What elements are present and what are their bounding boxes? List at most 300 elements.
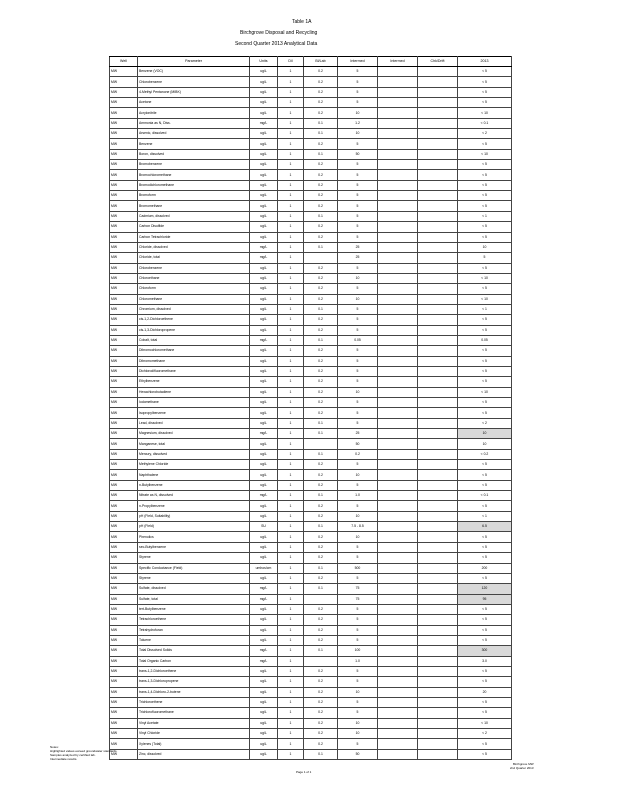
chk-drift-cell [418,439,458,449]
chk-drift-cell [418,108,458,118]
parameter-cell: cis-1,3-Dichloropropene [138,325,250,335]
dil-cell: 1 [278,98,304,108]
note-3: Intermediate results. [50,757,78,761]
dil-cell: 1 [278,356,304,366]
dil-cell: 1 [278,67,304,77]
intermed-cell: 1.0 [338,491,378,501]
intermed-cell: 5 [338,304,378,314]
bl-lab-cell: 0.2 [304,708,338,718]
dil-cell: 1 [278,656,304,666]
well-cell: MW [110,687,138,697]
units-cell: SU [250,522,278,532]
parameter-cell: Naphthalene [138,470,250,480]
result-2013-cell: 120 [458,584,512,594]
result-2013-cell: < 5 [458,191,512,201]
units-cell: ug/L [250,273,278,283]
chk-drift-cell [418,718,458,728]
parameter-cell: 4-Methyl Pentanone (MIBK) [138,87,250,97]
bl-lab-cell: 0.1 [304,118,338,128]
table-row [110,87,512,97]
units-cell: ug/L [250,408,278,418]
intermed-cell: 25 [338,429,378,439]
chk-drift-cell [418,563,458,573]
chk-drift-cell [418,470,458,480]
well-cell: MW [110,449,138,459]
result-2013-cell: < 1 [458,511,512,521]
intermed-cell: 50 [338,749,378,759]
dil-cell: 1 [278,273,304,283]
chk-drift-cell [418,480,458,490]
parameter-cell: Boron, dissolved [138,149,250,159]
intermed-cell: 5 [338,697,378,707]
units-cell: ug/L [250,418,278,428]
intermed-cell-2 [378,160,418,170]
result-2013-cell: < 5 [458,573,512,583]
table-row [110,108,512,118]
table-title-line2: Birchgrove Disposal and Recycling [240,30,318,36]
chk-drift-cell [418,708,458,718]
chk-drift-cell [418,335,458,345]
intermed-cell: 5 [338,553,378,563]
parameter-cell: Dibromomethane [138,356,250,366]
dil-cell: 1 [278,604,304,614]
bl-lab-cell: 0.2 [304,284,338,294]
well-cell: MW [110,191,138,201]
intermed-cell: 5 [338,191,378,201]
units-cell: ug/L [250,191,278,201]
units-cell: ug/L [250,398,278,408]
bl-lab-cell: 0.2 [304,739,338,749]
units-cell: mg/L [250,646,278,656]
units-cell: ug/L [250,625,278,635]
intermed-cell: 5 [338,160,378,170]
table-row [110,604,512,614]
units-cell: ug/L [250,708,278,718]
chk-drift-cell [418,646,458,656]
parameter-cell: trans-1,2-Dichloroethene [138,666,250,676]
parameter-cell: Benzene [138,139,250,149]
parameter-cell: Styrene [138,573,250,583]
chk-drift-cell [418,273,458,283]
dil-cell: 1 [278,315,304,325]
intermed-cell: 5 [338,377,378,387]
bl-lab-cell: 0.2 [304,553,338,563]
bl-lab-cell: 0.2 [304,460,338,470]
units-cell: ug/L [250,573,278,583]
units-cell: ug/L [250,87,278,97]
intermed-cell: 5 [338,201,378,211]
table-row [110,377,512,387]
dil-cell: 1 [278,149,304,159]
intermed-cell: 5 [338,739,378,749]
dil-cell: 1 [278,222,304,232]
table-row [110,366,512,376]
units-cell: ug/L [250,739,278,749]
chk-drift-cell [418,294,458,304]
intermed-cell: 7.5 - 8.5 [338,522,378,532]
dil-cell: 1 [278,232,304,242]
result-2013-cell: < 10 [458,718,512,728]
result-2013-cell: 5 [458,253,512,263]
parameter-cell: Iodomethane [138,398,250,408]
intermed-cell: 5 [338,501,378,511]
units-cell: ug/L [250,666,278,676]
chk-drift-cell [418,532,458,542]
bl-lab-cell: 0.1 [304,749,338,759]
bl-lab-cell: 0.1 [304,429,338,439]
intermed-cell: 10 [338,511,378,521]
result-2013-cell: < 5 [458,666,512,676]
column-header: Chk/Drift [418,57,458,67]
table-row [110,139,512,149]
intermed-cell-2 [378,460,418,470]
intermed-cell-2 [378,201,418,211]
dil-cell: 1 [278,346,304,356]
chk-drift-cell [418,315,458,325]
intermed-cell-2 [378,139,418,149]
bl-lab-cell: 0.2 [304,501,338,511]
intermed-cell-2 [378,563,418,573]
intermed-cell-2 [378,232,418,242]
column-header: 2013 [458,57,512,67]
result-2013-cell: < 5 [458,346,512,356]
bl-lab-cell: 0.2 [304,294,338,304]
table-row [110,170,512,180]
result-2013-cell: < 5 [458,77,512,87]
chk-drift-cell [418,325,458,335]
result-2013-cell: < 5 [458,160,512,170]
table-row [110,573,512,583]
dil-cell: 1 [278,666,304,676]
table-row [110,594,512,604]
units-cell: mg/L [250,242,278,252]
chk-drift-cell [418,739,458,749]
dil-cell: 1 [278,170,304,180]
bl-lab-cell: 0.2 [304,77,338,87]
result-2013-cell: < 0.1 [458,118,512,128]
units-cell: ug/L [250,377,278,387]
intermed-cell: 100 [338,646,378,656]
parameter-cell: Toluene [138,635,250,645]
bl-lab-cell: 0.1 [304,211,338,221]
well-cell: MW [110,398,138,408]
dil-cell: 1 [278,160,304,170]
bl-lab-cell: 0.2 [304,87,338,97]
intermed-cell: 5 [338,315,378,325]
units-cell: ug/L [250,553,278,563]
result-2013-cell: < 1 [458,304,512,314]
well-cell: MW [110,739,138,749]
chk-drift-cell [418,180,458,190]
intermed-cell-2 [378,522,418,532]
parameter-cell: Bromobenzene [138,160,250,170]
units-cell: ug/L [250,108,278,118]
result-2013-cell: 200 [458,563,512,573]
chk-drift-cell [418,398,458,408]
intermed-cell: 5 [338,87,378,97]
result-2013-cell: < 5 [458,460,512,470]
well-cell: MW [110,222,138,232]
bl-lab-cell: 0.1 [304,449,338,459]
chk-drift-cell [418,460,458,470]
parameter-cell: Arsenic, dissolved [138,129,250,139]
dil-cell: 1 [278,573,304,583]
bl-lab-cell: 0.2 [304,532,338,542]
bl-lab-cell [304,656,338,666]
chk-drift-cell [418,697,458,707]
result-2013-cell: 3.0 [458,656,512,666]
intermed-cell: 50 [338,149,378,159]
chk-drift-cell [418,408,458,418]
well-cell: MW [110,480,138,490]
parameter-cell: Ethylbenzene [138,377,250,387]
intermed-cell: 10 [338,718,378,728]
result-2013-cell: < 5 [458,625,512,635]
analytical-data-table [109,56,512,760]
intermed-cell-2 [378,191,418,201]
result-2013-cell: < 5 [458,398,512,408]
intermed-cell: 5 [338,180,378,190]
result-2013-cell: 6.5 [458,522,512,532]
intermed-cell: 5 [338,67,378,77]
bl-lab-cell: 0.2 [304,191,338,201]
well-cell: MW [110,635,138,645]
parameter-cell: Chloride, dissolved [138,242,250,252]
intermed-cell: 75 [338,584,378,594]
dil-cell: 1 [278,542,304,552]
well-cell: MW [110,67,138,77]
intermed-cell: 5 [338,170,378,180]
intermed-cell-2 [378,615,418,625]
intermed-cell-2 [378,304,418,314]
result-2013-cell: < 10 [458,149,512,159]
well-cell: MW [110,501,138,511]
bl-lab-cell: 0.2 [304,615,338,625]
parameter-cell: n-Propylbenzene [138,501,250,511]
parameter-cell: Ammonia as N, Diss. [138,118,250,128]
chk-drift-cell [418,232,458,242]
result-2013-cell: 10 [458,439,512,449]
table-row [110,129,512,139]
chk-drift-cell [418,346,458,356]
intermed-cell-2 [378,108,418,118]
intermed-cell: 50 [338,439,378,449]
intermed-cell: 5 [338,346,378,356]
well-cell: MW [110,253,138,263]
parameter-cell: Bromodichloromethane [138,180,250,190]
intermed-cell-2 [378,573,418,583]
intermed-cell-2 [378,677,418,687]
intermed-cell: 10 [338,294,378,304]
well-cell: MW [110,470,138,480]
table-row [110,449,512,459]
units-cell: ug/L [250,697,278,707]
dil-cell: 1 [278,491,304,501]
dil-cell: 1 [278,408,304,418]
bl-lab-cell: 0.1 [304,129,338,139]
intermed-cell-2 [378,98,418,108]
intermed-cell-2 [378,170,418,180]
well-cell: MW [110,118,138,128]
well-cell: MW [110,491,138,501]
intermed-cell-2 [378,335,418,345]
well-cell: MW [110,677,138,687]
table-row [110,522,512,532]
well-cell: MW [110,87,138,97]
dil-cell: 1 [278,325,304,335]
result-2013-cell: < 5 [458,532,512,542]
well-cell: MW [110,708,138,718]
parameter-cell: Chromium, dissolved [138,304,250,314]
dil-cell: 1 [278,139,304,149]
units-cell: ug/L [250,98,278,108]
parameter-cell: Trichloroethene [138,697,250,707]
table-row [110,232,512,242]
parameter-cell: Vinyl Acetate [138,718,250,728]
table-row [110,666,512,676]
dil-cell: 1 [278,253,304,263]
dil-cell: 1 [278,594,304,604]
table-row [110,708,512,718]
dil-cell: 1 [278,511,304,521]
dil-cell: 1 [278,749,304,759]
bl-lab-cell: 0.2 [304,315,338,325]
table-row [110,439,512,449]
parameter-cell: Bromochloromethane [138,170,250,180]
dil-cell: 1 [278,118,304,128]
dil-cell: 1 [278,480,304,490]
intermed-cell: 10 [338,470,378,480]
chk-drift-cell [418,242,458,252]
intermed-cell: 5 [338,263,378,273]
parameter-cell: Styrene [138,553,250,563]
chk-drift-cell [418,377,458,387]
bl-lab-cell: 0.1 [304,646,338,656]
intermed-cell-2 [378,729,418,739]
table-row [110,563,512,573]
table-row [110,635,512,645]
dil-cell: 1 [278,180,304,190]
well-cell: MW [110,108,138,118]
well-cell: MW [110,522,138,532]
well-cell: MW [110,294,138,304]
units-cell: ug/L [250,67,278,77]
chk-drift-cell [418,366,458,376]
result-2013-cell: < 5 [458,604,512,614]
column-header: Intermed [378,57,418,67]
table-row [110,398,512,408]
well-cell: MW [110,749,138,759]
intermed-cell: 25 [338,253,378,263]
result-2013-cell: < 5 [458,67,512,77]
result-2013-cell: < 2 [458,418,512,428]
parameter-cell: Specific Conductance (Field) [138,563,250,573]
chk-drift-cell [418,87,458,97]
intermed-cell-2 [378,253,418,263]
result-2013-cell: < 5 [458,284,512,294]
intermed-cell-2 [378,491,418,501]
well-cell: MW [110,315,138,325]
bl-lab-cell: 0.2 [304,542,338,552]
intermed-cell-2 [378,294,418,304]
bl-lab-cell: 0.1 [304,584,338,594]
note-1: Highlighted values exceed groundwater standards. [50,749,118,753]
result-2013-cell: < 2 [458,129,512,139]
chk-drift-cell [418,356,458,366]
result-2013-cell: < 10 [458,108,512,118]
dil-cell: 1 [278,646,304,656]
units-cell: ug/L [250,501,278,511]
chk-drift-cell [418,118,458,128]
intermed-cell: 10 [338,729,378,739]
well-cell: MW [110,460,138,470]
parameter-cell: Lead, dissolved [138,418,250,428]
bl-lab-cell: 0.1 [304,491,338,501]
dil-cell: 1 [278,77,304,87]
table-row [110,460,512,470]
intermed-cell: 5 [338,222,378,232]
table-row [110,739,512,749]
table-row [110,242,512,252]
intermed-cell-2 [378,604,418,614]
parameter-cell: Acrylonitrile [138,108,250,118]
parameter-cell: Cobalt, total [138,335,250,345]
footer-right [510,762,534,770]
well-cell: MW [110,729,138,739]
parameter-cell: trans-1,3-Dichloropropene [138,677,250,687]
intermed-cell-2 [378,398,418,408]
result-2013-cell: < 5 [458,408,512,418]
intermed-cell-2 [378,346,418,356]
intermed-cell: 5 [338,139,378,149]
dil-cell: 1 [278,532,304,542]
intermed-cell-2 [378,377,418,387]
dil-cell: 1 [278,697,304,707]
intermed-cell-2 [378,501,418,511]
table-row [110,501,512,511]
units-cell: ug/L [250,211,278,221]
units-cell: ug/L [250,160,278,170]
table-row [110,480,512,490]
table-header-row [110,57,512,67]
units-cell: ug/L [250,439,278,449]
well-cell: MW [110,429,138,439]
parameter-cell: Nitrate as N, dissolved [138,491,250,501]
bl-lab-cell: 0.2 [304,366,338,376]
bl-lab-cell: 0.2 [304,573,338,583]
chk-drift-cell [418,191,458,201]
parameter-cell: Hexachlorobutadiene [138,387,250,397]
result-2013-cell: < 5 [458,201,512,211]
bl-lab-cell: 0.2 [304,273,338,283]
intermed-cell: 5 [338,77,378,87]
result-2013-cell: < 5 [458,315,512,325]
chk-drift-cell [418,501,458,511]
table-row [110,304,512,314]
units-cell: ug/L [250,149,278,159]
units-cell: ug/L [250,729,278,739]
intermed-cell: 5 [338,98,378,108]
intermed-cell: 5 [338,232,378,242]
table-row [110,677,512,687]
table-row [110,284,512,294]
result-2013-cell: < 10 [458,294,512,304]
parameter-cell: cis-1,2-Dichloroethene [138,315,250,325]
result-2013-cell: < 1 [458,211,512,221]
column-header: Intermed [338,57,378,67]
intermed-cell: 10 [338,387,378,397]
intermed-cell: 1.2 [338,118,378,128]
